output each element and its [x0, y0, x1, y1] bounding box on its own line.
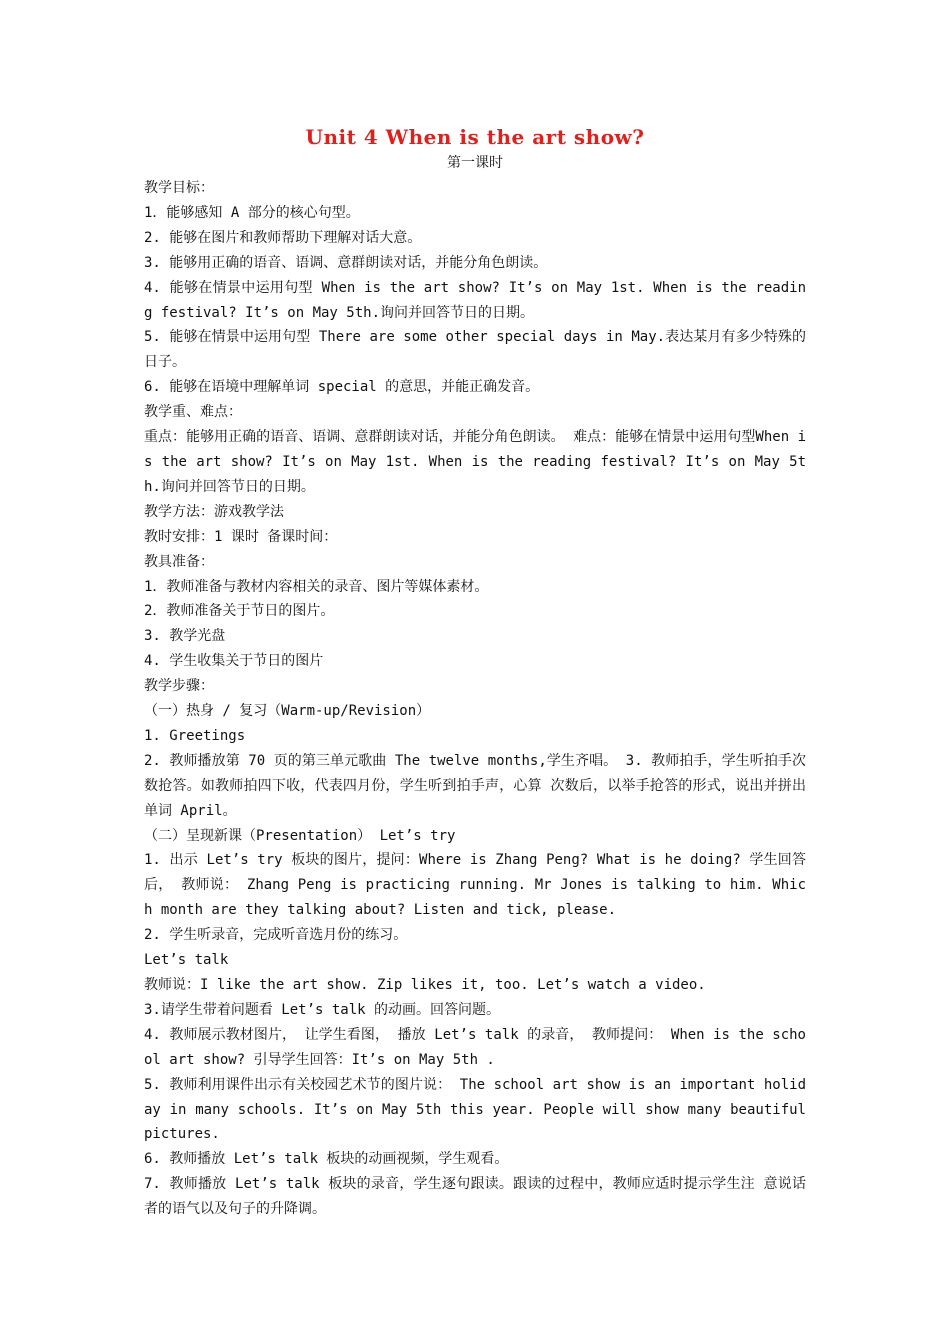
paragraph: 2. 能够在图片和教师帮助下理解对话大意。 — [144, 229, 422, 246]
paragraph: 教学重、难点： — [144, 404, 242, 421]
paragraph: （一）热身 / 复习（Warm-up/Revision） — [144, 703, 431, 720]
paragraph: 1. 出示 Let’s try 板块的图片，提问：Where is Zhang Peng? What is he doing? 学生回答后， 教师说： Zhang Peng is practicing running. Mr Jones is talking to him. Which month are they talking about? Listen and tick, please. — [144, 852, 806, 919]
paragraph: 1．能够感知 A 部分的核心句型。 — [144, 204, 360, 221]
paragraph: 4. 教师展示教材图片， 让学生看图， 播放 Let’s talk 的录音， 教师提问： When is the school art show? 引导学生回答：It’s on May 5th . — [144, 1026, 806, 1068]
paragraph: 2. 教师播放第 70 页的第三单元歌曲 The twelve months,学生齐唱。 3. 教师拍手，学生听拍手次数抢答。如教师拍四下收，代表四月份，学生听到拍手声，心算 次数后，以举手抢答的形式，说出并拼出单词 April。 — [144, 752, 806, 819]
paragraph: 教学目标： — [144, 180, 214, 196]
paragraph: 5. 能够在情景中运用句型 There are some other special days in May.表达某月有多少特殊的日子。 — [144, 329, 806, 371]
paragraph: 教具准备： — [144, 553, 214, 570]
paragraph: 3. 教学光盘 — [144, 628, 226, 645]
document-title: Unit 4 When is the art show? — [305, 125, 645, 149]
document-body — [144, 176, 806, 1222]
paragraph: 4. 学生收集关于节日的图片 — [144, 653, 324, 670]
paragraph: 3.请学生带着问题看 Let’s talk 的动画。回答问题。 — [144, 1001, 501, 1018]
paragraph: 2．教师准备关于节日的图片。 — [144, 603, 335, 620]
paragraph: 4. 能够在情景中运用句型 When is the art show? It’s on May 1st. When is the reading festival? It’s on May 5th.询问并回答节日的日期。 — [144, 279, 806, 321]
paragraph: 3. 能够用正确的语音、语调、意群朗读对话，并能分角色朗读。 — [144, 254, 548, 271]
paragraph: 5. 教师利用课件出示有关校园艺术节的图片说： The school art show is an important holiday in many schools. It’s on May 5th this year. People will show many beautiful pictures. — [144, 1076, 806, 1143]
paragraph: 教时安排：1 课时 备课时间： — [144, 528, 338, 545]
paragraph: 1. Greetings — [144, 727, 246, 744]
paragraph: （二）呈现新课（Presentation） Let’s try — [144, 827, 456, 844]
paragraph: 2. 学生听录音，完成听音选月份的练习。 — [144, 927, 408, 944]
paragraph: 教学步骤： — [144, 678, 214, 695]
paragraph: 重点：能够用正确的语音、语调、意群朗读对话，并能分角色朗读。 难点：能够在情景中运用句型When is the art show? It’s on May 1st. When is the reading festival? It’s on May 5th.询问并回答节日的日期。 — [144, 429, 806, 495]
paragraph: 7. 教师播放 Let’s talk 板块的录音，学生逐句跟读。跟读的过程中，教师应适时提示学生注 意说话者的语气以及句子的升降调。 — [144, 1176, 806, 1218]
paragraph: Let’s talk — [144, 952, 229, 969]
paragraph: 6. 能够在语境中理解单词 special 的意思，并能正确发音。 — [144, 379, 540, 396]
paragraph: 6. 教师播放 Let’s talk 板块的动画视频，学生观看。 — [144, 1151, 509, 1168]
document-subtitle: 第一课时 — [447, 155, 503, 171]
document-page — [144, 122, 806, 1222]
paragraph: 教师说：I like the art show. Zip likes it, too. Let’s watch a video. — [144, 977, 706, 993]
paragraph: 1．教师准备与教材内容相关的录音、图片等媒体素材。 — [144, 578, 489, 595]
paragraph: 教学方法：游戏教学法 — [144, 503, 284, 520]
